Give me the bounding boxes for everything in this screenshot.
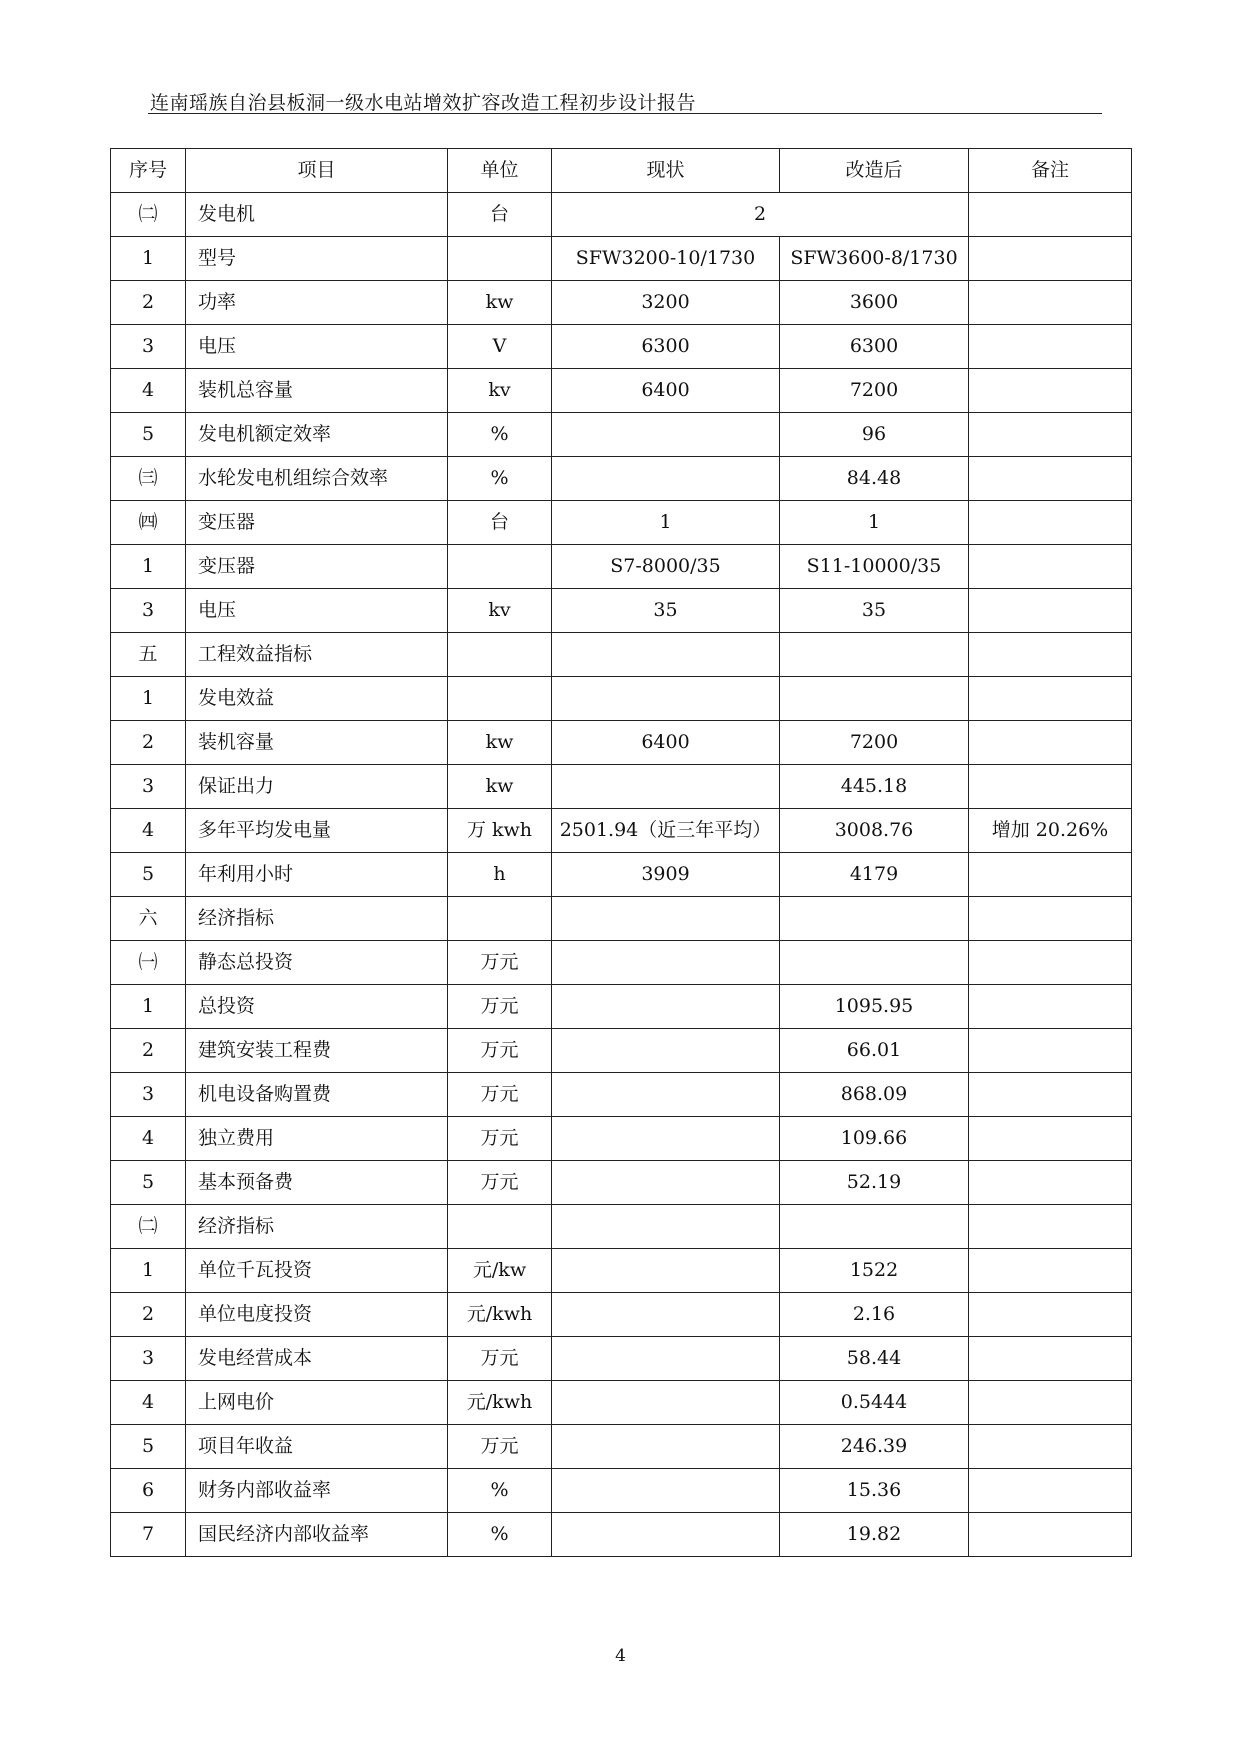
table-row xyxy=(111,1337,1132,1381)
unit-cell: % xyxy=(448,413,552,457)
unit-cell xyxy=(448,677,552,721)
column-header: 改造后 xyxy=(780,149,969,193)
after-value-cell: 1 xyxy=(780,501,969,545)
column-header: 备注 xyxy=(969,149,1132,193)
row-number-cell: ㈡ xyxy=(111,193,186,237)
table-row xyxy=(111,1073,1132,1117)
after-value-cell: 52.19 xyxy=(780,1161,969,1205)
after-value-cell: 3600 xyxy=(780,281,969,325)
row-number-cell: 4 xyxy=(111,369,186,413)
table-row xyxy=(111,501,1132,545)
current-value-cell xyxy=(552,1469,780,1513)
table-row xyxy=(111,721,1132,765)
item-cell: 国民经济内部收益率 xyxy=(186,1513,448,1557)
current-value-cell: 6400 xyxy=(552,369,780,413)
item-cell: 机电设备购置费 xyxy=(186,1073,448,1117)
unit-cell: kv xyxy=(448,369,552,413)
current-value-cell: S7-8000/35 xyxy=(552,545,780,589)
current-value-cell xyxy=(552,985,780,1029)
table-row xyxy=(111,1205,1132,1249)
after-value-cell: 1095.95 xyxy=(780,985,969,1029)
item-cell: 装机容量 xyxy=(186,721,448,765)
unit-cell: 万元 xyxy=(448,1161,552,1205)
item-cell: 型号 xyxy=(186,237,448,281)
item-cell: 经济指标 xyxy=(186,897,448,941)
current-value-cell: 6300 xyxy=(552,325,780,369)
item-cell: 发电经营成本 xyxy=(186,1337,448,1381)
current-value-cell xyxy=(552,941,780,985)
item-cell: 变压器 xyxy=(186,501,448,545)
note-cell xyxy=(969,1205,1132,1249)
row-number-cell: 4 xyxy=(111,1381,186,1425)
note-cell xyxy=(969,1381,1132,1425)
unit-cell: 元/kwh xyxy=(448,1381,552,1425)
unit-cell: % xyxy=(448,457,552,501)
unit-cell: 万元 xyxy=(448,1073,552,1117)
row-number-cell: ㈠ xyxy=(111,941,186,985)
note-cell xyxy=(969,237,1132,281)
note-cell xyxy=(969,589,1132,633)
table-row xyxy=(111,281,1132,325)
current-value-cell xyxy=(552,1381,780,1425)
table-row xyxy=(111,1381,1132,1425)
row-number-cell: 1 xyxy=(111,545,186,589)
note-cell xyxy=(969,413,1132,457)
current-value-cell xyxy=(552,765,780,809)
unit-cell: % xyxy=(448,1469,552,1513)
note-cell xyxy=(969,1293,1132,1337)
table-row xyxy=(111,589,1132,633)
table-header-row xyxy=(111,149,1132,193)
current-value-cell: 3909 xyxy=(552,853,780,897)
after-value-cell: SFW3600-8/1730 xyxy=(780,237,969,281)
note-cell xyxy=(969,853,1132,897)
row-number-cell: ㈣ xyxy=(111,501,186,545)
row-number-cell: 1 xyxy=(111,677,186,721)
table-row xyxy=(111,237,1132,281)
table-row xyxy=(111,545,1132,589)
note-cell xyxy=(969,897,1132,941)
item-cell: 多年平均发电量 xyxy=(186,809,448,853)
document-header-title: 连南瑶族自治县板洞一级水电站增效扩容改造工程初步设计报告 xyxy=(150,92,697,114)
table-row xyxy=(111,809,1132,853)
row-number-cell: 5 xyxy=(111,1425,186,1469)
after-value-cell xyxy=(780,941,969,985)
table-row xyxy=(111,941,1132,985)
item-cell: 独立费用 xyxy=(186,1117,448,1161)
unit-cell: 台 xyxy=(448,193,552,237)
current-value-cell xyxy=(552,633,780,677)
table-row xyxy=(111,765,1132,809)
after-value-cell: 7200 xyxy=(780,721,969,765)
current-value-cell xyxy=(552,1249,780,1293)
item-cell: 上网电价 xyxy=(186,1381,448,1425)
item-cell: 建筑安装工程费 xyxy=(186,1029,448,1073)
unit-cell xyxy=(448,1205,552,1249)
item-cell: 装机总容量 xyxy=(186,369,448,413)
current-value-cell: 3200 xyxy=(552,281,780,325)
table-row xyxy=(111,1161,1132,1205)
row-number-cell: 4 xyxy=(111,809,186,853)
unit-cell: 万元 xyxy=(448,941,552,985)
after-value-cell: 6300 xyxy=(780,325,969,369)
row-number-cell: 3 xyxy=(111,765,186,809)
item-cell: 经济指标 xyxy=(186,1205,448,1249)
after-value-cell: 868.09 xyxy=(780,1073,969,1117)
table-row xyxy=(111,193,1132,237)
column-header: 序号 xyxy=(111,149,186,193)
after-value-cell: 3008.76 xyxy=(780,809,969,853)
after-value-cell: 66.01 xyxy=(780,1029,969,1073)
unit-cell: kw xyxy=(448,281,552,325)
after-value-cell: 58.44 xyxy=(780,1337,969,1381)
table-row xyxy=(111,1425,1132,1469)
column-header: 单位 xyxy=(448,149,552,193)
table-row xyxy=(111,1117,1132,1161)
table-row xyxy=(111,897,1132,941)
item-cell: 电压 xyxy=(186,325,448,369)
merged-value-cell: 2 xyxy=(552,193,969,237)
item-cell: 财务内部收益率 xyxy=(186,1469,448,1513)
current-value-cell xyxy=(552,1073,780,1117)
note-cell xyxy=(969,765,1132,809)
unit-cell: kv xyxy=(448,589,552,633)
unit-cell: 万元 xyxy=(448,1117,552,1161)
row-number-cell: 六 xyxy=(111,897,186,941)
after-value-cell xyxy=(780,897,969,941)
current-value-cell xyxy=(552,1029,780,1073)
unit-cell: kw xyxy=(448,765,552,809)
table-row xyxy=(111,1513,1132,1557)
note-cell: 增加 20.26% xyxy=(969,809,1132,853)
after-value-cell: 35 xyxy=(780,589,969,633)
current-value-cell xyxy=(552,677,780,721)
current-value-cell xyxy=(552,413,780,457)
row-number-cell: 5 xyxy=(111,413,186,457)
note-cell xyxy=(969,1513,1132,1557)
after-value-cell: 246.39 xyxy=(780,1425,969,1469)
row-number-cell: 5 xyxy=(111,1161,186,1205)
current-value-cell xyxy=(552,1513,780,1557)
table-row xyxy=(111,853,1132,897)
unit-cell: 万元 xyxy=(448,985,552,1029)
table-row xyxy=(111,325,1132,369)
current-value-cell: 2501.94（近三年平均） xyxy=(552,809,780,853)
after-value-cell xyxy=(780,677,969,721)
unit-cell xyxy=(448,633,552,677)
row-number-cell: 3 xyxy=(111,1073,186,1117)
table-row xyxy=(111,1469,1132,1513)
table-row xyxy=(111,985,1132,1029)
row-number-cell: ㈢ xyxy=(111,457,186,501)
item-cell: 发电效益 xyxy=(186,677,448,721)
unit-cell: 万元 xyxy=(448,1425,552,1469)
item-cell: 静态总投资 xyxy=(186,941,448,985)
note-cell xyxy=(969,1073,1132,1117)
item-cell: 水轮发电机组综合效率 xyxy=(186,457,448,501)
after-value-cell: 96 xyxy=(780,413,969,457)
note-cell xyxy=(969,1469,1132,1513)
current-value-cell xyxy=(552,457,780,501)
item-cell: 变压器 xyxy=(186,545,448,589)
note-cell xyxy=(969,545,1132,589)
after-value-cell: 4179 xyxy=(780,853,969,897)
row-number-cell: 1 xyxy=(111,237,186,281)
row-number-cell: 5 xyxy=(111,853,186,897)
current-value-cell xyxy=(552,897,780,941)
unit-cell: V xyxy=(448,325,552,369)
after-value-cell: 1522 xyxy=(780,1249,969,1293)
table-row xyxy=(111,633,1132,677)
note-cell xyxy=(969,985,1132,1029)
after-value-cell: 15.36 xyxy=(780,1469,969,1513)
row-number-cell: 2 xyxy=(111,721,186,765)
note-cell xyxy=(969,325,1132,369)
note-cell xyxy=(969,1249,1132,1293)
table-row xyxy=(111,369,1132,413)
table-row xyxy=(111,457,1132,501)
column-header: 现状 xyxy=(552,149,780,193)
note-cell xyxy=(969,193,1132,237)
header-rule xyxy=(148,113,1102,114)
current-value-cell xyxy=(552,1205,780,1249)
after-value-cell xyxy=(780,1205,969,1249)
current-value-cell: 1 xyxy=(552,501,780,545)
note-cell xyxy=(969,941,1132,985)
indicator-table xyxy=(110,148,1132,1557)
item-cell: 单位千瓦投资 xyxy=(186,1249,448,1293)
note-cell xyxy=(969,369,1132,413)
table-row xyxy=(111,1293,1132,1337)
row-number-cell: 2 xyxy=(111,281,186,325)
row-number-cell: 2 xyxy=(111,1029,186,1073)
current-value-cell xyxy=(552,1293,780,1337)
after-value-cell: 445.18 xyxy=(780,765,969,809)
note-cell xyxy=(969,1117,1132,1161)
unit-cell xyxy=(448,897,552,941)
after-value-cell xyxy=(780,633,969,677)
current-value-cell: SFW3200-10/1730 xyxy=(552,237,780,281)
current-value-cell xyxy=(552,1161,780,1205)
after-value-cell: 2.16 xyxy=(780,1293,969,1337)
note-cell xyxy=(969,501,1132,545)
unit-cell: 元/kw xyxy=(448,1249,552,1293)
after-value-cell: 19.82 xyxy=(780,1513,969,1557)
row-number-cell: 4 xyxy=(111,1117,186,1161)
note-cell xyxy=(969,1029,1132,1073)
item-cell: 单位电度投资 xyxy=(186,1293,448,1337)
note-cell xyxy=(969,1161,1132,1205)
item-cell: 保证出力 xyxy=(186,765,448,809)
unit-cell: 元/kwh xyxy=(448,1293,552,1337)
unit-cell: 万元 xyxy=(448,1337,552,1381)
unit-cell: kw xyxy=(448,721,552,765)
row-number-cell: 3 xyxy=(111,325,186,369)
note-cell xyxy=(969,457,1132,501)
unit-cell: 台 xyxy=(448,501,552,545)
note-cell xyxy=(969,281,1132,325)
note-cell xyxy=(969,1425,1132,1469)
item-cell: 电压 xyxy=(186,589,448,633)
after-value-cell: 84.48 xyxy=(780,457,969,501)
row-number-cell: 3 xyxy=(111,1337,186,1381)
current-value-cell xyxy=(552,1117,780,1161)
table-row xyxy=(111,413,1132,457)
item-cell: 工程效益指标 xyxy=(186,633,448,677)
row-number-cell: 7 xyxy=(111,1513,186,1557)
table-row xyxy=(111,1249,1132,1293)
unit-cell: h xyxy=(448,853,552,897)
note-cell xyxy=(969,677,1132,721)
current-value-cell: 35 xyxy=(552,589,780,633)
current-value-cell xyxy=(552,1425,780,1469)
row-number-cell: 6 xyxy=(111,1469,186,1513)
item-cell: 发电机 xyxy=(186,193,448,237)
after-value-cell: 109.66 xyxy=(780,1117,969,1161)
after-value-cell: 0.5444 xyxy=(780,1381,969,1425)
row-number-cell: 1 xyxy=(111,985,186,1029)
current-value-cell xyxy=(552,1337,780,1381)
row-number-cell: 3 xyxy=(111,589,186,633)
row-number-cell: 2 xyxy=(111,1293,186,1337)
row-number-cell: ㈡ xyxy=(111,1205,186,1249)
table-row xyxy=(111,677,1132,721)
after-value-cell: 7200 xyxy=(780,369,969,413)
item-cell: 发电机额定效率 xyxy=(186,413,448,457)
unit-cell xyxy=(448,545,552,589)
item-cell: 年利用小时 xyxy=(186,853,448,897)
item-cell: 基本预备费 xyxy=(186,1161,448,1205)
note-cell xyxy=(969,721,1132,765)
row-number-cell: 五 xyxy=(111,633,186,677)
unit-cell: 万元 xyxy=(448,1029,552,1073)
unit-cell: 万 kwh xyxy=(448,809,552,853)
page-number: 4 xyxy=(615,1646,626,1666)
note-cell xyxy=(969,633,1132,677)
unit-cell: % xyxy=(448,1513,552,1557)
unit-cell xyxy=(448,237,552,281)
current-value-cell: 6400 xyxy=(552,721,780,765)
note-cell xyxy=(969,1337,1132,1381)
item-cell: 功率 xyxy=(186,281,448,325)
item-cell: 项目年收益 xyxy=(186,1425,448,1469)
column-header: 项目 xyxy=(186,149,448,193)
table-row xyxy=(111,1029,1132,1073)
row-number-cell: 1 xyxy=(111,1249,186,1293)
item-cell: 总投资 xyxy=(186,985,448,1029)
after-value-cell: S11-10000/35 xyxy=(780,545,969,589)
